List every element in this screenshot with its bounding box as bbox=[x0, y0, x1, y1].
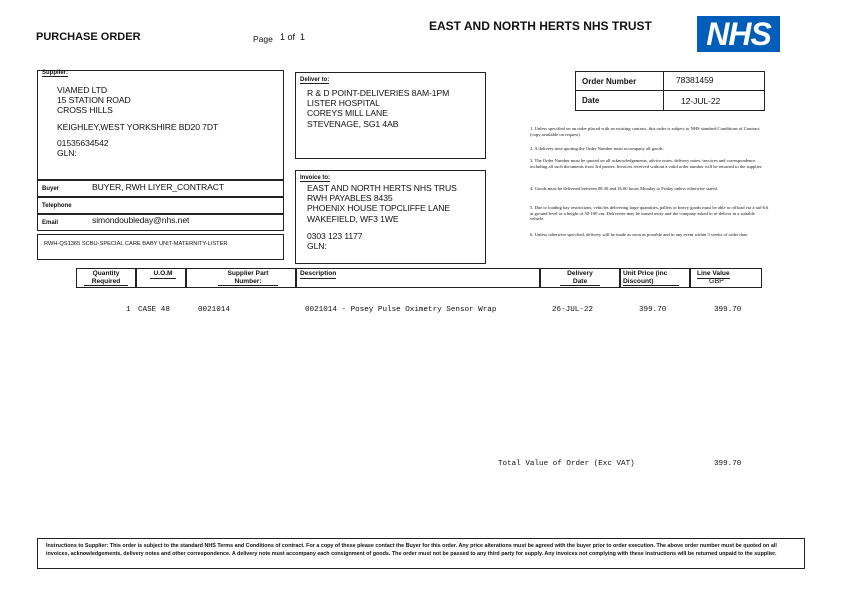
total-value: 399.70 bbox=[714, 460, 742, 468]
nhs-logo: NHS bbox=[697, 16, 780, 52]
page-number: 1 of 1 bbox=[280, 32, 306, 42]
invoice-to-phone: 0303 123 1177 bbox=[307, 230, 363, 241]
col-delivery-date-label: Delivery Date bbox=[560, 270, 600, 286]
supplier-town: CROSS HILLS bbox=[57, 105, 113, 116]
document-title: PURCHASE ORDER bbox=[36, 31, 141, 43]
note-3: 3. The Order Number must be quoted on all acknowledgements, advice notes, delivery notes, invoices and correspondence including all such documents from 3rd parties. Invoices received without a valid order number will be returned to the supplier. bbox=[530, 158, 763, 169]
deliver-to-address bbox=[307, 88, 449, 129]
invoice-to-line-4: WAKEFIELD, WF3 1WE bbox=[307, 213, 399, 224]
order-info-col-divider bbox=[663, 71, 664, 111]
col-part-label: Supplier Part Number: bbox=[218, 270, 278, 286]
supplier-name: VIAMED LTD bbox=[57, 85, 107, 95]
item-uom: CASE 48 bbox=[138, 306, 170, 314]
note-6: 6. Unless otherwise specified, delivery will be made as soon as possible and in any event within 3 weeks of order date. bbox=[530, 232, 749, 237]
deliver-to-line-1: R & D POINT-DELIVERIES 8AM-1PM bbox=[307, 88, 450, 98]
item-unit-price: 399.70 bbox=[639, 306, 667, 314]
order-number-value: 78381459 bbox=[676, 75, 714, 85]
deliver-to-label: Deliver to: bbox=[300, 77, 330, 83]
invoice-to-line-2: RWH PAYABLES 8435 bbox=[307, 193, 393, 204]
reference-text: RWH-QS1365 SCBU-SPECIAL CARE BABY UNIT-MATERNITY-LISTER bbox=[44, 241, 228, 247]
buyer-label: Buyer bbox=[42, 186, 60, 192]
trust-name: EAST AND NORTH HERTS NHS TRUST bbox=[429, 19, 652, 33]
col-unit-price-label: Unit Price (inc Discount) bbox=[623, 270, 679, 286]
supplier-phone: 01535634542 bbox=[57, 137, 109, 148]
note-2: 2. A delivery note quoting the Order Number must accompany all goods. bbox=[530, 146, 664, 151]
order-date-value: 12-JUL-22 bbox=[681, 96, 721, 106]
email-label: Email bbox=[42, 220, 59, 226]
note-1: 1. Unless specified on an order placed with an existing contract, this order is subject to NHS standard Conditions of Contract (copy available on request) bbox=[530, 126, 760, 137]
invoice-to-line-3: PHOENIX HOUSE TOPCLIFFE LANE bbox=[307, 203, 451, 214]
item-line-value: 399.70 bbox=[714, 306, 742, 314]
invoice-to-line-1: EAST AND NORTH HERTS NHS TRUS bbox=[307, 183, 457, 193]
invoice-to-gln: GLN: bbox=[307, 241, 327, 252]
supplier-address bbox=[57, 85, 218, 158]
supplier-county-postcode: KEIGHLEY,WEST YORKSHIRE BD20 7DT bbox=[57, 121, 219, 132]
item-delivery-date: 26-JUL-22 bbox=[552, 306, 594, 314]
col-uom-label: U.O.M bbox=[150, 270, 176, 279]
deliver-to-line-2: LISTER HOSPITAL bbox=[307, 98, 380, 109]
item-part-number: 0021014 bbox=[198, 306, 230, 314]
item-description: 0021014 - Posey Pulse Oximetry Sensor Wrap bbox=[305, 306, 497, 314]
page-label: Page bbox=[253, 34, 273, 44]
col-line-value-label: Line Value bbox=[697, 270, 730, 277]
order-number-label: Order Number bbox=[582, 77, 637, 86]
item-quantity: 1 bbox=[126, 306, 131, 314]
reference-box bbox=[37, 234, 284, 260]
total-label: Total Value of Order (Exc VAT) bbox=[498, 460, 635, 468]
col-currency: GBP bbox=[709, 278, 724, 285]
invoice-to-label: Invoice to: bbox=[300, 175, 331, 181]
deliver-to-line-4: STEVENAGE, SG1 4AB bbox=[307, 118, 399, 129]
email-value: simondoubleday@nhs.net bbox=[92, 215, 190, 225]
telephone-label: Telephone bbox=[42, 203, 72, 209]
order-info-row-divider bbox=[575, 90, 765, 91]
supplier-street: 15 STATION ROAD bbox=[57, 95, 131, 106]
order-date-label: Date bbox=[582, 96, 600, 105]
deliver-to-line-3: COREYS MILL LANE bbox=[307, 108, 388, 119]
col-quantity-label: Quantity Required bbox=[84, 270, 128, 286]
buyer-value: BUYER, RWH LIYER_CONTRACT bbox=[92, 182, 224, 192]
invoice-to-address bbox=[307, 183, 457, 251]
telephone-row bbox=[37, 197, 284, 214]
supplier-gln: GLN: bbox=[57, 148, 77, 159]
note-4: 4. Goods must be delivered between 08.30 and 16.00 hours Monday to Friday unless otherwise stated. bbox=[530, 186, 718, 191]
note-5: 5. Due to loading bay restrictions, vehicles delivering large quantities, pallets or heavy goods must be able to offload via a tail-lift at ground level or a height of 50-100 cm. Deliveries may be turned away and the company asked to re-deliver in a suitable vehicle. bbox=[530, 205, 769, 222]
supplier-label: Supplier: bbox=[42, 70, 69, 76]
col-description-label: Description bbox=[300, 270, 337, 277]
instructions-text: Instructions to Supplier: This order is subject to the standard NHS Terms and Conditions of contract. For a copy of these please contact the Buyer for this order. Any price alterations must be agreed with the buyer prior to order execution. The above order number must be quoted on all invoices, acknowledgements, delivery notes and other correspondence. A delivery note must accompany each consignment of goods. The order must not be passed to any third party for supply. Any invoices not complying with these instructions will be returned unpaid to the supplier. bbox=[46, 543, 777, 557]
